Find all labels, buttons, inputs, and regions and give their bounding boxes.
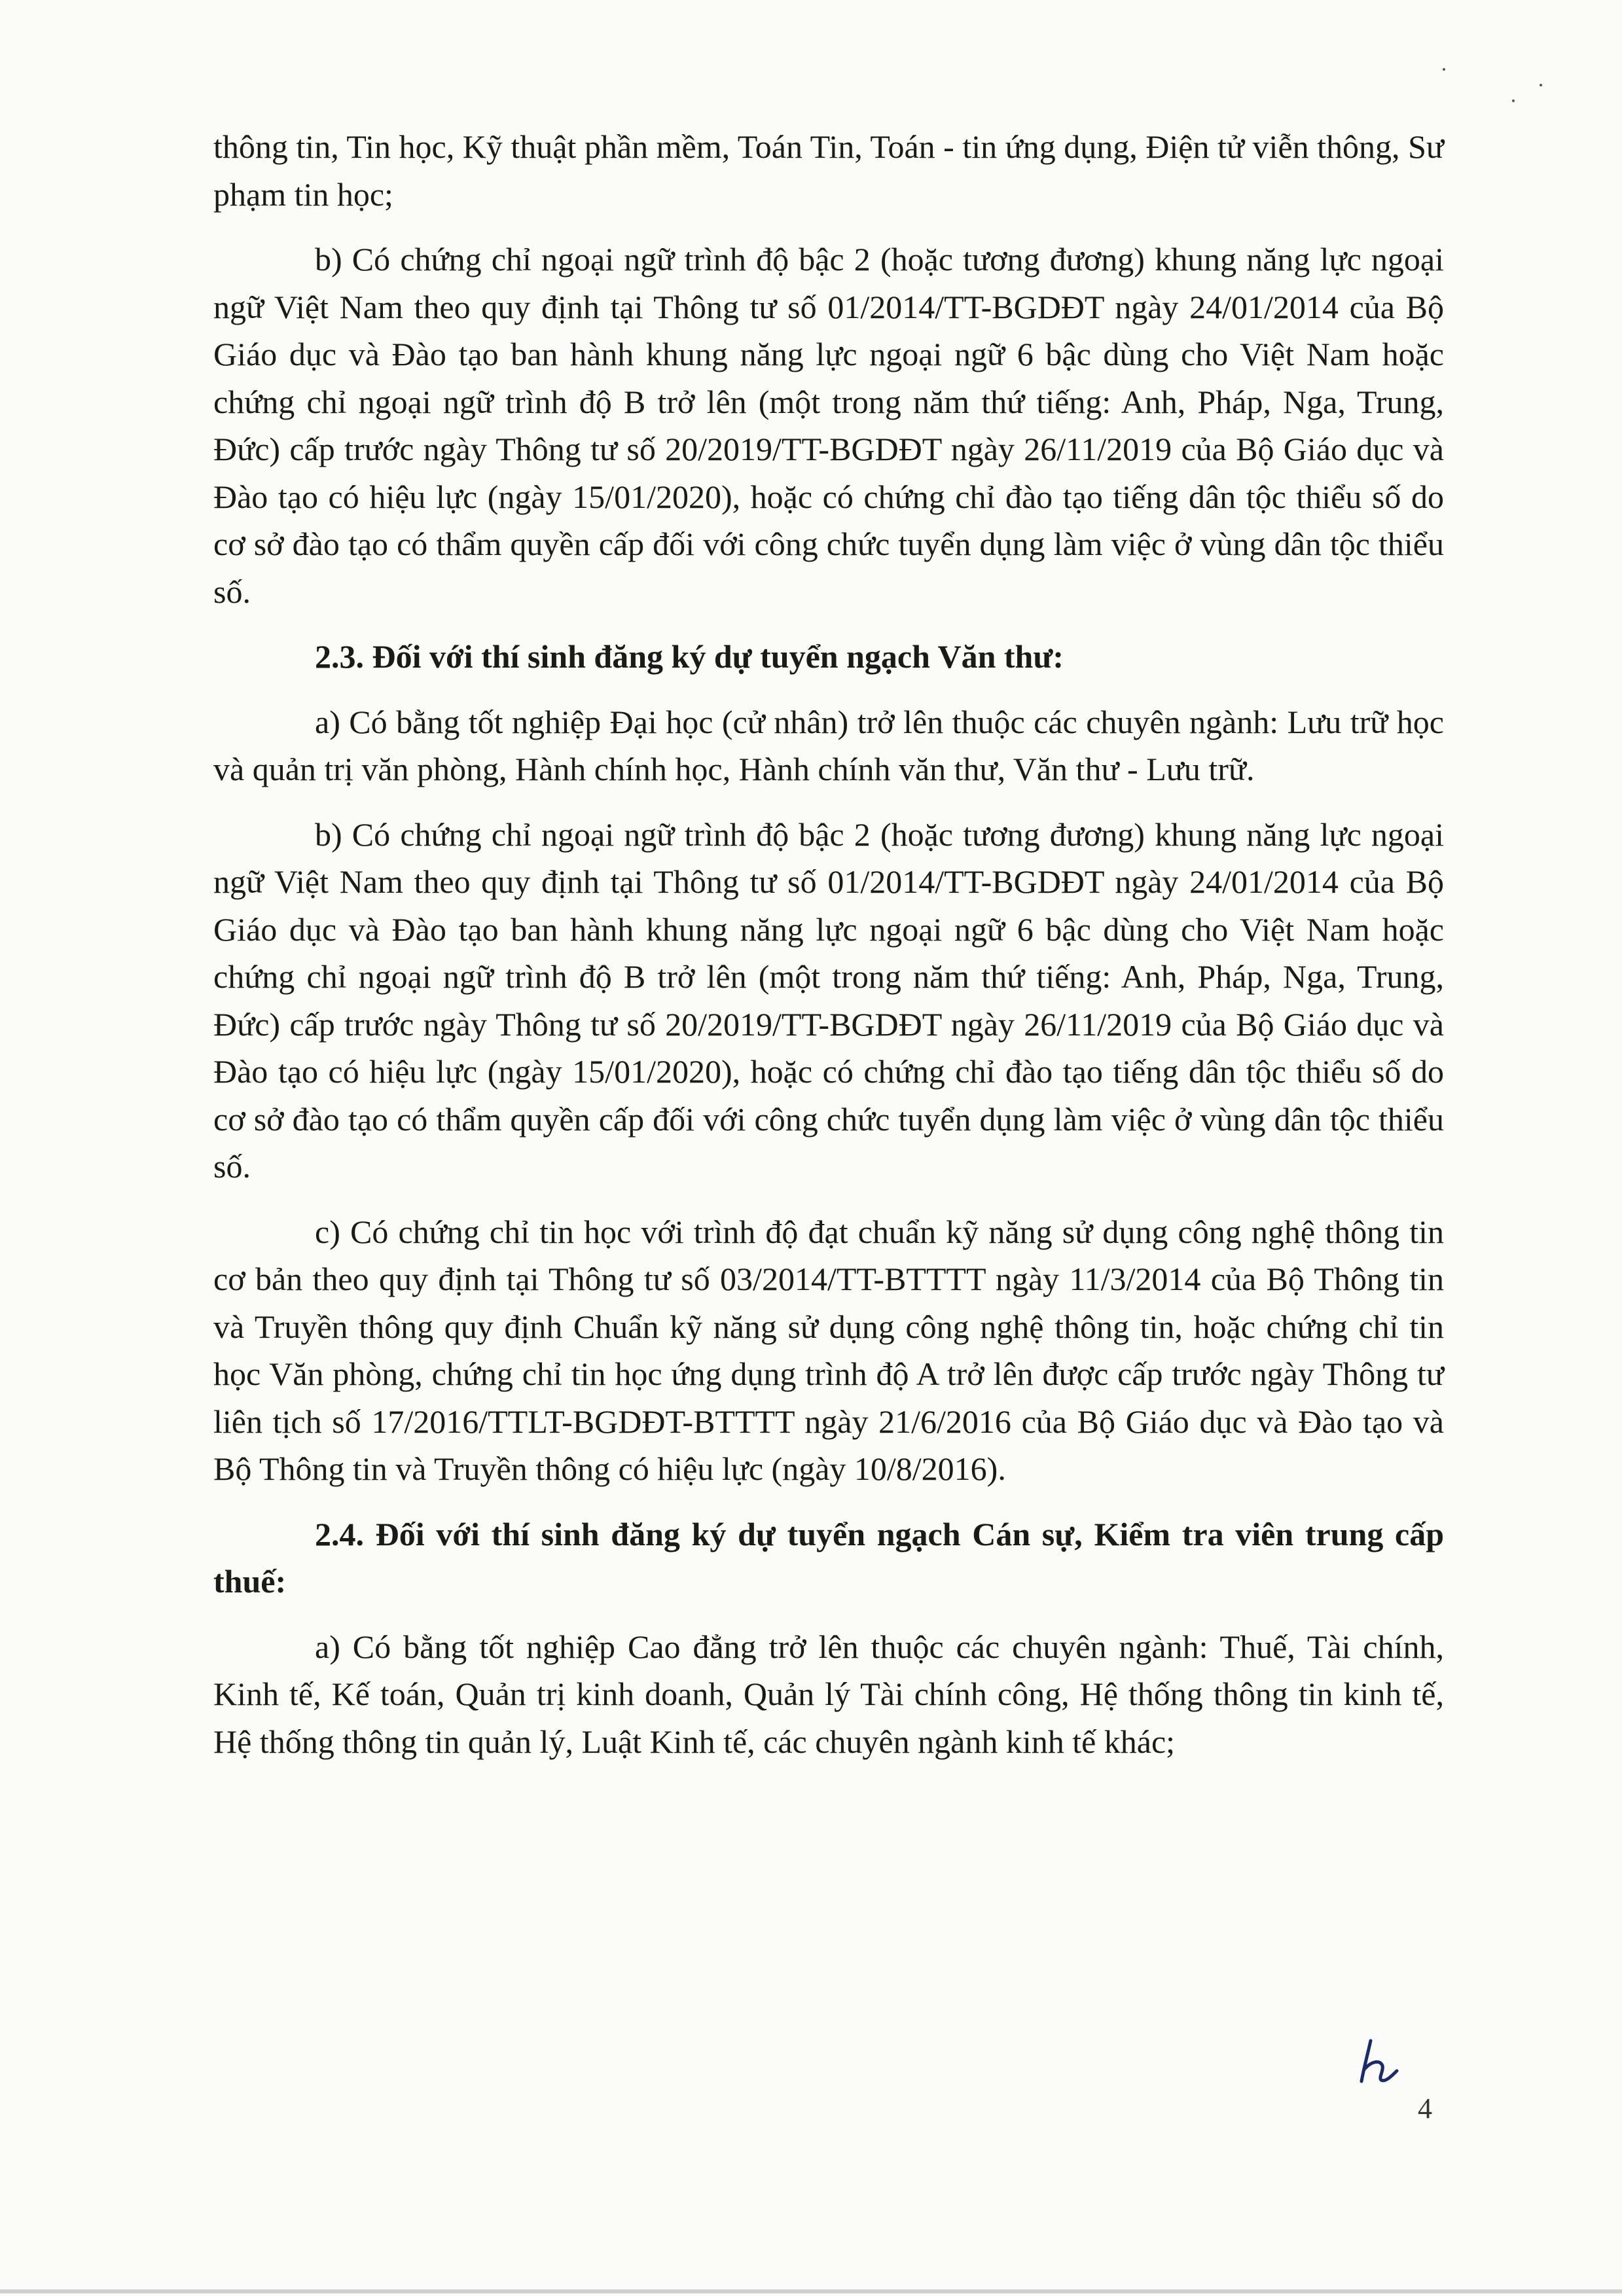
- section-heading-2-3: 2.3. Đối với thí sinh đăng ký dự tuyển ngạch Văn thư:: [315, 638, 1064, 675]
- page-number: 4: [1418, 2092, 1432, 2125]
- handwritten-initial-mark: [1356, 2037, 1402, 2086]
- paragraph-continuation-it-majors: thông tin, Tin học, Kỹ thuật phần mềm, Toán Tin, Toán - tin ứng dụng, Điện tử viễn thông, Sư phạm tin học;: [213, 128, 1444, 213]
- paragraph-2-3-b-foreign-language: b) Có chứng chỉ ngoại ngữ trình độ bậc 2 (hoặc tương đương) khung năng lực ngoại ngữ Việt Nam theo quy định tại Thông tư số 01/2014/TT-BGDĐT ngày 24/01/2014 của Bộ Giáo dục và Đào tạo ban hành khung năng lực ngoại ngữ 6 bậc dùng cho Việt Nam hoặc chứng chỉ ngoại ngữ trình độ B trở lên (một trong năm thứ tiếng: Anh, Pháp, Nga, Trung, Đức) cấp trước ngày Thông tư số 20/2019/TT-BGDĐT ngày 26/11/2019 của Bộ Giáo dục và Đào tạo có hiệu lực (ngày 15/01/2020), hoặc có chứng chỉ đào tạo tiếng dân tộc thiểu số do cơ sở đào tạo có thẩm quyền cấp đối với công chức tuyển dụng làm việc ở vùng dân tộc thiểu số.: [213, 816, 1444, 1185]
- section-heading-2-4: 2.4. Đối với thí sinh đăng ký dự tuyển ngạch Cán sự, Kiểm tra viên trung cấp thuế:: [213, 1515, 1444, 1600]
- scan-bottom-edge: [0, 2289, 1622, 2293]
- scan-speck: [1512, 99, 1515, 102]
- paragraph-2-2-b-foreign-language: b) Có chứng chỉ ngoại ngữ trình độ bậc 2 (hoặc tương đương) khung năng lực ngoại ngữ Việt Nam theo quy định tại Thông tư số 01/2014/TT-BGDĐT ngày 24/01/2014 của Bộ Giáo dục và Đào tạo ban hành khung năng lực ngoại ngữ 6 bậc dùng cho Việt Nam hoặc chứng chỉ ngoại ngữ trình độ B trở lên (một trong năm thứ tiếng: Anh, Pháp, Nga, Trung, Đức) cấp trước ngày Thông tư số 20/2019/TT-BGDĐT ngày 26/11/2019 của Bộ Giáo dục và Đào tạo có hiệu lực (ngày 15/01/2020), hoặc có chứng chỉ đào tạo tiếng dân tộc thiểu số do cơ sở đào tạo có thẩm quyền cấp đối với công chức tuyển dụng làm việc ở vùng dân tộc thiểu số.: [213, 241, 1444, 610]
- scan-speck: [1443, 68, 1445, 71]
- paragraph-2-3-a-degree: a) Có bằng tốt nghiệp Đại học (cử nhân) trở lên thuộc các chuyên ngành: Lưu trữ học và quản trị văn phòng, Hành chính học, Hành chính văn thư, Văn thư - Lưu trữ.: [213, 703, 1444, 787]
- paragraph-2-3-c-it-certificate: c) Có chứng chỉ tin học với trình độ đạt chuẩn kỹ năng sử dụng công nghệ thông tin cơ bản theo quy định tại Thông tư số 03/2014/TT-BTTTT ngày 11/3/2014 của Bộ Thông tin và Truyền thông quy định Chuẩn kỹ năng sử dụng công nghệ thông tin, hoặc chứng chỉ tin học Văn phòng, chứng chỉ tin học ứng dụng trình độ A trở lên được cấp trước ngày Thông tư liên tịch số 17/2016/TTLT-BGDĐT-BTTTT ngày 21/6/2016 của Bộ Giáo dục và Đào tạo và Bộ Thông tin và Truyền thông có hiệu lực (ngày 10/8/2016).: [213, 1213, 1444, 1487]
- document-body: [213, 123, 1444, 1765]
- paragraph-2-4-a-degree: a) Có bằng tốt nghiệp Cao đẳng trở lên thuộc các chuyên ngành: Thuế, Tài chính, Kinh tế, Kế toán, Quản trị kinh doanh, Quản lý Tài chính công, Hệ thống thông tin kinh tế, Hệ thống thông tin quản lý, Luật Kinh tế, các chuyên ngành kinh tế khác;: [213, 1628, 1444, 1760]
- scan-speck: [1540, 84, 1542, 86]
